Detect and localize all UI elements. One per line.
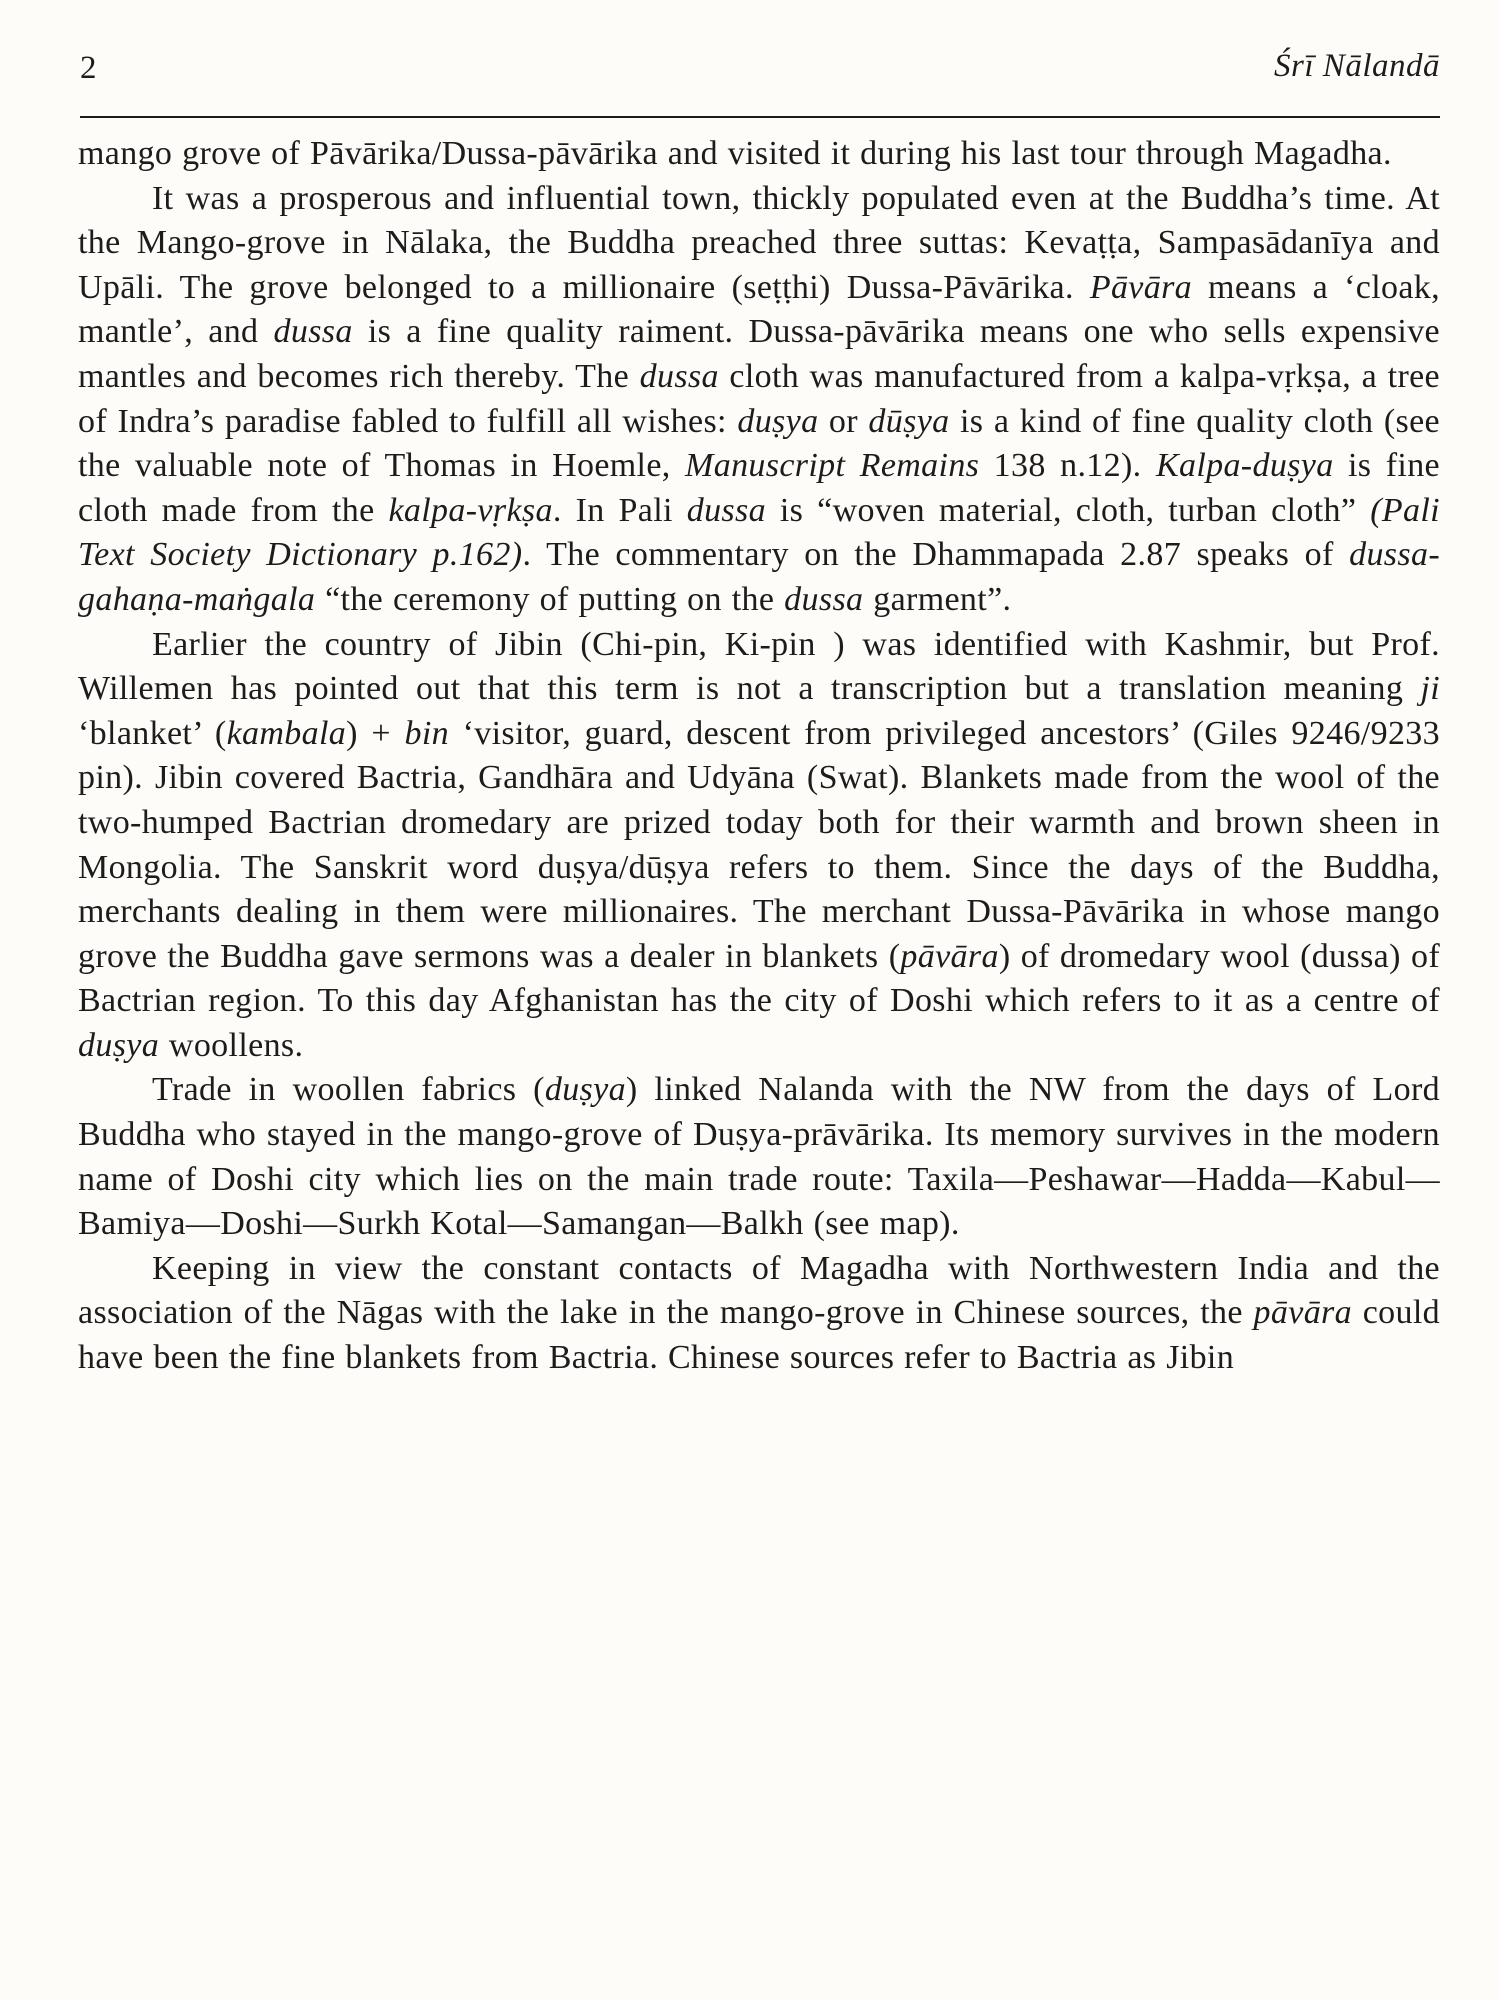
italic-term: dussa	[273, 313, 353, 351]
italic-term: Kalpa-duṣya	[1155, 447, 1334, 485]
italic-term: pāvāra	[900, 937, 999, 975]
paragraph	[78, 623, 1440, 1069]
italic-term: Pāvāra	[1089, 268, 1193, 306]
paragraph	[78, 1247, 1440, 1381]
text-run: is a fine quality raiment. Dussa-pāvārika means one who sells expensive mantles and becomes rich thereby. The	[78, 313, 1440, 395]
page-number: 2	[80, 50, 98, 86]
text-run: garment”.	[863, 580, 1012, 618]
text-run: means a ‘cloak, mantle’, and	[78, 268, 1440, 351]
text-run: ‘blanket’ (	[78, 714, 227, 752]
text-run: cloth was manufactured from a kalpa-vṛkṣa, a tree of Indra’s paradise fabled to fulfill all wishes:	[78, 357, 1440, 440]
text-run: “the ceremony of putting on the	[315, 580, 785, 618]
body-text	[78, 132, 1440, 1381]
italic-term: duṣya	[78, 1026, 160, 1064]
running-head: Śrī Nālandā	[1274, 48, 1440, 84]
italic-term: kambala	[226, 714, 347, 752]
italic-term: (Pali Text Society Dictionary p.162)	[78, 491, 1440, 574]
paragraph	[78, 177, 1440, 623]
page-header	[80, 40, 1440, 118]
italic-term: dūṣya	[868, 402, 950, 440]
text-run: is fine cloth made from the	[78, 447, 1440, 529]
text-run: or	[818, 402, 869, 440]
italic-term: dussa	[784, 580, 864, 618]
text-run: is a kind of fine quality cloth (see the valuable note of Thomas in Hoemle,	[78, 402, 1440, 485]
italic-term: bin	[404, 714, 450, 752]
italic-term: kalpa-vṛkṣa	[388, 491, 553, 529]
italic-term: ji	[1420, 670, 1440, 708]
text-run: ) of dromedary wool (dussa) of Bactrian region. To this day Afghanistan has the city of Doshi which refers to it as a centre of	[78, 937, 1441, 1020]
italic-term: Manuscript Remains	[685, 447, 980, 485]
text-run: Trade in woollen fabrics (	[152, 1071, 545, 1109]
text-run: Earlier the country of Jibin (Chi-pin, Ki-pin ) was identified with Kashmir, but Prof. Willemen has pointed out that this term is not a transcription but a translation meaning	[78, 625, 1440, 708]
italic-term: dussa-gahaṇa-maṅgala	[78, 536, 1440, 618]
italic-term: duṣya	[737, 402, 819, 440]
paragraph	[78, 1068, 1440, 1246]
text-run: Keeping in view the constant contacts of Magadha with Northwestern India and the association of the Nāgas with the lake in the mango-grove in Chinese sources, the	[78, 1249, 1440, 1332]
paragraph	[78, 132, 1440, 177]
text-run: is “woven material, cloth, turban cloth”	[765, 491, 1371, 529]
text-run: It was a prosperous and influential town, thickly populated even at the Buddha’s time. At the Mango-grove in Nālaka, the Buddha preached three suttas: Kevaṭṭa, Sampasādanīya and Upāli. The grove belonged to a millionaire (seṭṭhi) Dussa-Pāvārika.	[78, 179, 1440, 306]
text-run: ) +	[346, 714, 405, 752]
italic-term: pāvāra	[1253, 1294, 1352, 1332]
text-run: could have been the fine blankets from Bactria. Chinese sources refer to Bactria as Jibin	[78, 1294, 1440, 1377]
italic-term: dussa	[639, 357, 719, 395]
text-run: . In Pali	[552, 491, 687, 529]
italic-term: duṣya	[544, 1071, 626, 1109]
text-run: . The commentary on the Dhammapada 2.87 speaks of	[522, 536, 1350, 574]
text-run: 138 n.12).	[979, 447, 1156, 485]
text-run: ) linked Nalanda with the NW from the days of Lord Buddha who stayed in the mango-grove of Duṣya-prāvārika. Its memory survives in the modern name of Doshi city which lies on the main trade route: Taxila—Peshawar—Hadda—Kabul—Bamiya—Doshi—Surkh Kotal—Samangan—Balkh (see map).	[78, 1071, 1440, 1243]
italic-term: dussa	[686, 491, 766, 529]
text-run: woollens.	[159, 1026, 304, 1064]
text-run: mango grove of Pāvārika/Dussa-pāvārika and visited it during his last tour through Magadha.	[78, 135, 1392, 172]
text-run: ‘visitor, guard, descent from privileged ancestors’ (Giles 9246/9233 pin). Jibin covered Bactria, Gandhāra and Udyāna (Swat). Blankets made from the wool of the two-humped Bactrian dromedary are prized today both for their warmth and brown sheen in Mongolia. The Sanskrit word duṣya/dūṣya refers to them. Since the days of the Buddha, merchants dealing in them were millionaires. The merchant Dussa-Pāvārika in whose mango grove the Buddha gave sermons was a dealer in blankets (	[78, 714, 1440, 975]
